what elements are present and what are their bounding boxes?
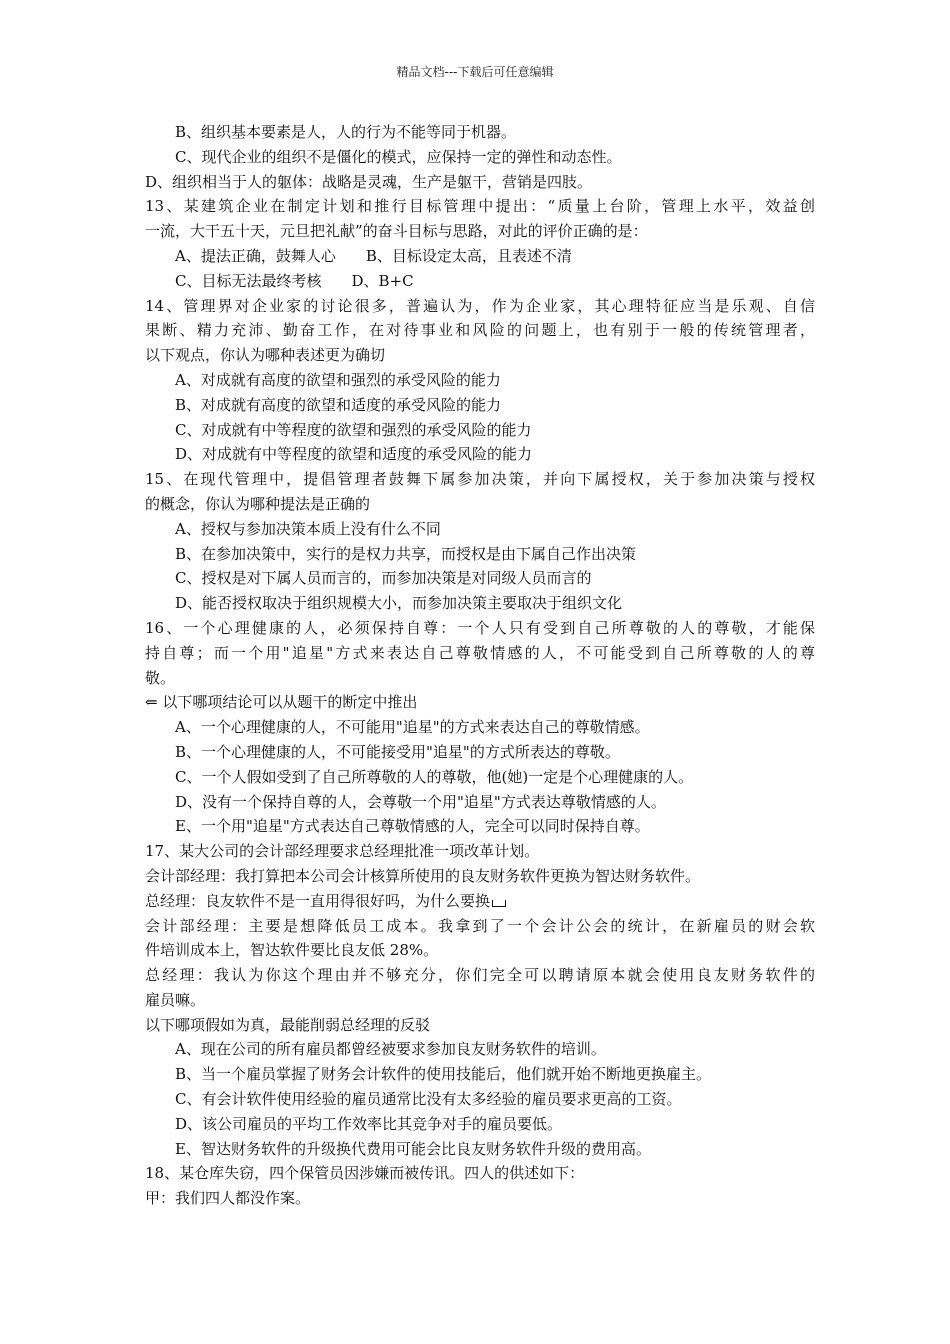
text-line [145, 219, 815, 244]
text-line-content: 会计部经理：主要是想降低员工成本。我拿到了一个会计公会的统计，在新雇员的财会软 [145, 916, 815, 935]
text-line-content: 总经理：良友软件不是一直用得很好吗，为什么要换 [145, 891, 491, 910]
text-line [145, 170, 815, 195]
text-line-content: C、有会计软件使用经验的雇员通常比没有太多经验的雇员要求更高的工资。 [175, 1090, 682, 1109]
text-line [145, 690, 815, 715]
text-line-content: 15、在现代管理中，提倡管理者鼓舞下属参加决策，并向下属授权，关于参加决策与授权 [145, 470, 815, 489]
text-line [145, 120, 815, 145]
text-line-content: A、提法正确，鼓舞人心 B、目标设定太高，且表述不清 [175, 246, 572, 265]
text-line-content: 持自尊；而一个用"追星"方式来表达自己尊敬情感的人，不可能受到自己所尊敬的人的尊 [145, 643, 815, 662]
text-line-content: 以下观点，你认为哪种表述更为确切 [145, 346, 386, 365]
text-line [145, 442, 815, 467]
text-line-content: B、一个心理健康的人，不可能接受用"追星"的方式所表达的尊敬。 [175, 742, 620, 761]
text-line-content: 的概念，你认为哪种提法是正确的 [145, 494, 371, 513]
text-line [145, 244, 815, 269]
text-line [145, 591, 815, 616]
text-line-content: 一流，大干五十天，元旦把礼献”的奋斗目标与思路，对此的评价正确的是： [145, 222, 648, 241]
text-line-content: 雇员嘛。 [145, 990, 206, 1009]
text-line [145, 1037, 815, 1062]
text-line [145, 368, 815, 393]
text-line-content: B、在参加决策中，实行的是权力共享，而授权是由下属自己作出决策 [175, 544, 637, 563]
page-header: 精品文档---下载后可任意编辑 [396, 65, 554, 79]
text-line [145, 517, 815, 542]
text-line [145, 1062, 815, 1087]
text-line-content: C、授权是对下属人员而言的，而参加决策是对同级人员而言的 [175, 569, 592, 588]
text-line [145, 889, 815, 914]
text-line [145, 318, 815, 343]
text-line [145, 864, 815, 889]
text-line [145, 1186, 815, 1211]
text-line [145, 1013, 815, 1038]
text-line [145, 1112, 815, 1137]
text-line-content: 16、一个心理健康的人，必须保持自尊：一个人只有受到自己所尊敬的人的尊敬，才能保 [145, 618, 815, 637]
text-line-content: D、组织相当于人的躯体：战略是灵魂，生产是躯干，营销是四肢。 [145, 172, 593, 191]
text-line [145, 269, 815, 294]
text-line-content: D、该公司雇员的平均工作效率比其竞争对手的雇员要低。 [175, 1114, 563, 1133]
bracket-mark-icon [492, 900, 506, 907]
text-line [145, 467, 815, 492]
text-line-content: D、能否授权取决于组织规模大小，而参加决策主要取决于组织文化 [175, 594, 623, 613]
text-line-content: A、对成就有高度的欲望和强烈的承受风险的能力 [175, 370, 501, 389]
text-line-content: 会计部经理：我打算把本公司会计核算所使用的良友财务软件更换为智达财务软件。 [145, 866, 701, 885]
text-line-content: D、没有一个保持自尊的人，会尊敬一个用"追星"方式表达尊敬情感的人。 [175, 792, 666, 811]
text-line-content: ⇐ 以下哪项结论可以从题干的断定中推出 [145, 693, 418, 712]
text-line-content: C、对成就有中等程度的欲望和强烈的承受风险的能力 [175, 420, 532, 439]
text-line-content: 甲：我们四人都没作案。 [145, 1189, 311, 1208]
text-line [145, 814, 815, 839]
text-line-content: 敬。 [145, 668, 176, 687]
text-line-content: E、一个用"追星"方式表达自己尊敬情感的人，完全可以同时保持自尊。 [175, 817, 650, 836]
text-line-content: 14、管理界对企业家的讨论很多，普遍认为，作为企业家，其心理特征应当是乐观、自信 [145, 296, 815, 315]
text-line [145, 542, 815, 567]
text-line-content: A、一个心理健康的人，不可能用"追星"的方式来表达自己的尊敬情感。 [175, 718, 650, 737]
text-line [145, 715, 815, 740]
text-line-content: C、目标无法最终考核 D、B+C [175, 271, 414, 290]
text-line [145, 839, 815, 864]
text-line-content: E、智达财务软件的升级换代费用可能会比良友财务软件升级的费用高。 [175, 1139, 651, 1158]
text-line-content: B、对成就有高度的欲望和适度的承受风险的能力 [175, 395, 502, 414]
text-line [145, 988, 815, 1013]
text-line-content: 17、某大公司的会计部经理要求总经理批准一项改革计划。 [145, 842, 540, 861]
text-line [145, 393, 815, 418]
text-line [145, 492, 815, 517]
text-line [145, 566, 815, 591]
text-line-content: A、现在公司的所有雇员都曾经被要求参加良友财务软件的培训。 [175, 1040, 606, 1059]
text-line [145, 1087, 815, 1112]
text-line [145, 666, 815, 691]
text-line-content: B、当一个雇员掌握了财务会计软件的使用技能后，他们就开始不断地更换雇主。 [175, 1065, 712, 1084]
text-line-content: 件培训成本上，智达软件要比良友低 28%。 [145, 941, 439, 960]
text-line [145, 294, 815, 319]
text-line [145, 1161, 815, 1186]
text-line [145, 938, 815, 963]
text-line [145, 641, 815, 666]
text-line-content: D、对成就有中等程度的欲望和适度的承受风险的能力 [175, 445, 533, 464]
text-line [145, 790, 815, 815]
text-line [145, 963, 815, 988]
text-line [145, 418, 815, 443]
text-line [145, 914, 815, 939]
text-line-content: 以下哪项假如为真，最能削弱总经理的反驳 [145, 1015, 431, 1034]
text-line-content: C、一个人假如受到了自己所尊敬的人的尊敬，他(她)一定是个心理健康的人。 [175, 767, 694, 786]
text-line-content: 总经理：我认为你这个理由并不够充分，你们完全可以聘请原本就会使用良友财务软件的 [145, 966, 815, 985]
text-line-content: 13、某建筑企业在制定计划和推行目标管理中提出：“质量上台阶，管理上水平，效益创 [145, 197, 815, 216]
text-line [145, 740, 815, 765]
text-line-content: C、现代企业的组织不是僵化的模式，应保持一定的弹性和动态性。 [175, 147, 622, 166]
text-line-content: 18、某仓库失窃，四个保管员因涉嫌而被传讯。四人的供述如下： [145, 1164, 585, 1183]
text-line-content: A、授权与参加决策本质上没有什么不同 [175, 519, 441, 538]
text-line [145, 145, 815, 170]
text-line [145, 194, 815, 219]
text-line-content: B、组织基本要素是人，人的行为不能等同于机器。 [175, 123, 517, 141]
text-line [145, 616, 815, 641]
text-line-content: 果断、精力充沛、勤奋工作，在对待事业和风险的问题上，也有别于一般的传统管理者， [145, 321, 815, 340]
text-line [145, 343, 815, 368]
text-line [145, 765, 815, 790]
text-line [145, 1137, 815, 1162]
document-body [145, 120, 815, 1211]
